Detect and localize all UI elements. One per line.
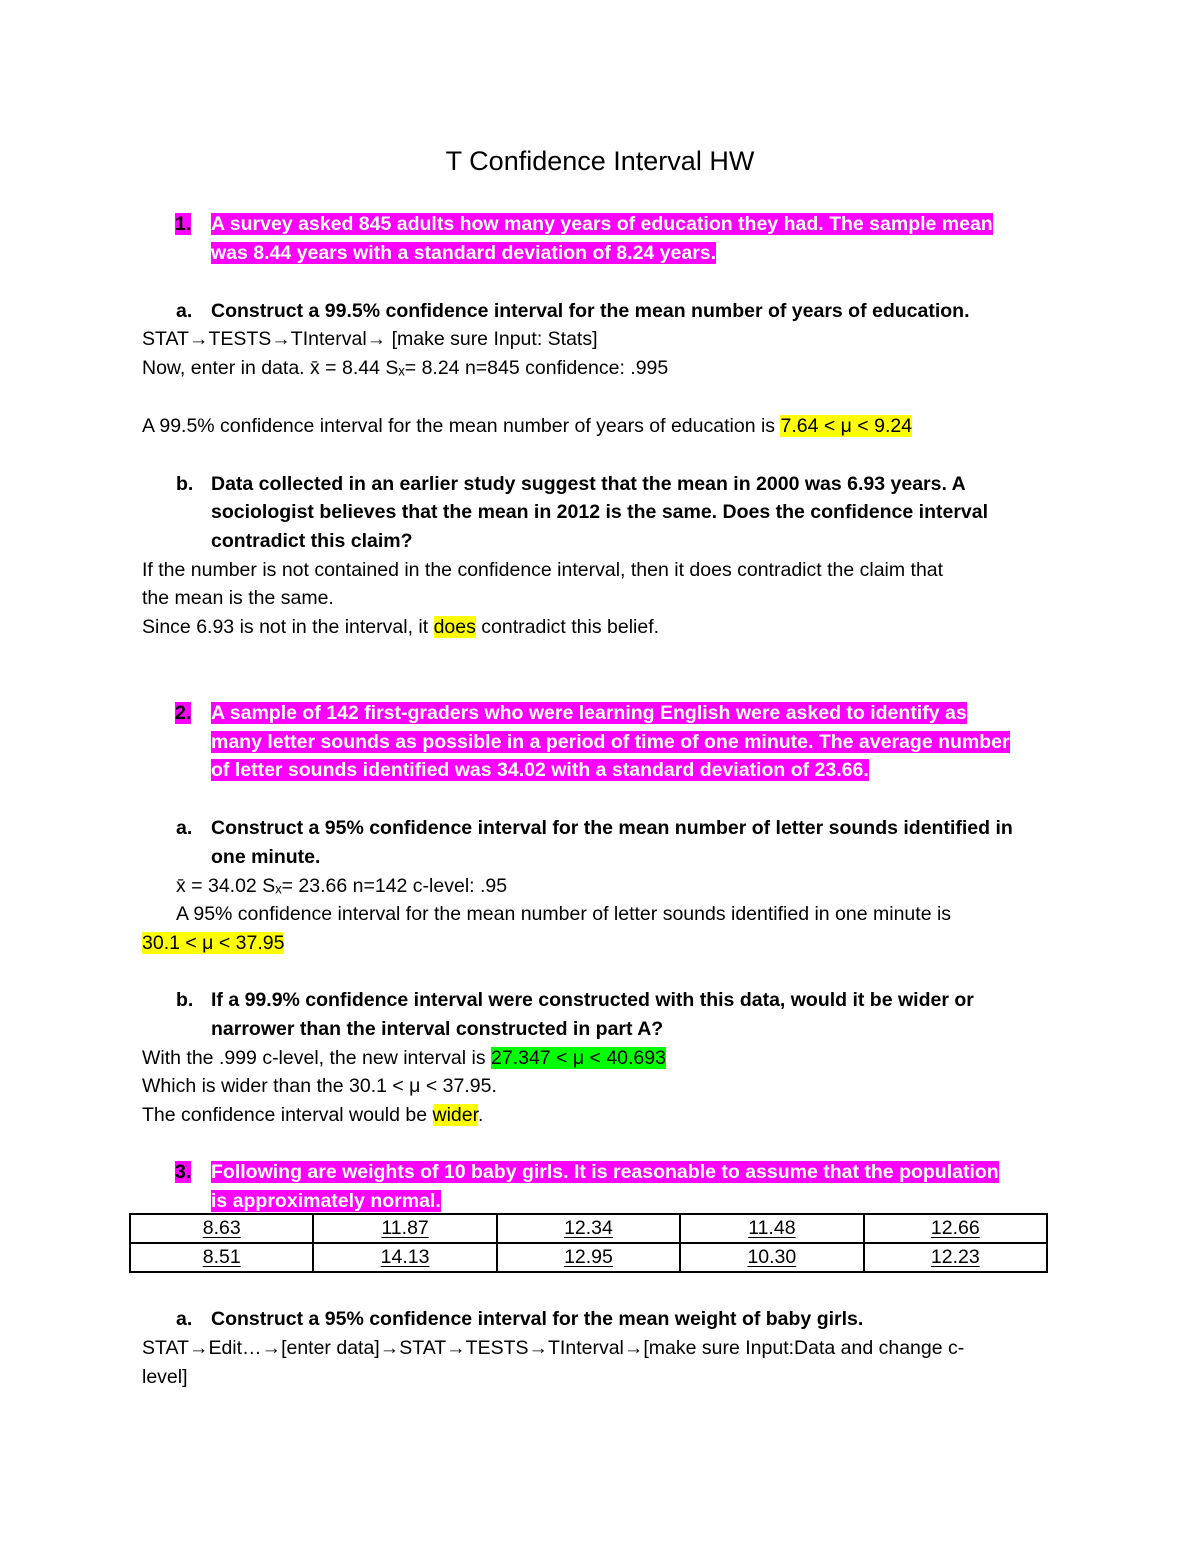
q1a-data: Now, enter in data. x̄ = 8.44 Sₓ= 8.24 n=845 confidence: .995 [142, 357, 669, 379]
q3-number: 3. [175, 1161, 192, 1183]
q1b-text-line3: contradict this claim? [211, 530, 413, 552]
q2b-label: b. [176, 989, 194, 1011]
q2-number: 2. [175, 702, 192, 724]
q2b-wider-highlight: wider [432, 1104, 479, 1126]
table-cell: 11.87 [313, 1214, 496, 1243]
table-cell: 12.23 [864, 1243, 1047, 1272]
q2a-text-line1: Construct a 95% confidence interval for the mean number of letter sounds identified in [211, 817, 1013, 839]
q2b-answer-line3: The confidence interval would be wider. [142, 1104, 484, 1126]
table-cell: 8.63 [130, 1214, 313, 1243]
table-row [130, 1243, 1047, 1272]
q2b-answer-line1: With the .999 c-level, the new interval is 27.347 < μ < 40.693 [142, 1047, 666, 1069]
weights-table [129, 1213, 1048, 1273]
q3-prompt-line1: Following are weights of 10 baby girls. It is reasonable to assume that the population [211, 1161, 999, 1183]
q2a-data: x̄ = 34.02 Sₓ= 23.66 n=142 c-level: .95 [176, 875, 508, 897]
q2a-text-line2: one minute. [211, 846, 321, 868]
q3a-steps-line1: STAT→Edit…→[enter data]→STAT→TESTS→TInterval→[make sure Input:Data and change c- [142, 1337, 965, 1359]
q1a-label: a. [176, 300, 193, 322]
q1a-answer-highlight: 7.64 < μ < 9.24 [780, 415, 913, 437]
table-cell: 12.34 [497, 1214, 680, 1243]
table-cell: 12.95 [497, 1243, 680, 1272]
table-cell: 8.51 [130, 1243, 313, 1272]
q1a-text: Construct a 99.5% confidence interval for the mean number of years of education. [211, 300, 970, 322]
q2b-answer-highlight: 27.347 < μ < 40.693 [491, 1047, 666, 1069]
q1b-text-line2: sociologist believes that the mean in 2012 is the same. Does the confidence interval [211, 501, 989, 523]
q3a-steps-line2: level] [142, 1366, 188, 1388]
q1b-answer-highlight: does [433, 616, 476, 638]
q1b-expl-line2: the mean is the same. [142, 587, 334, 609]
table-cell: 11.48 [680, 1214, 863, 1243]
q2b-answer-line2: Which is wider than the 30.1 < μ < 37.95. [142, 1075, 497, 1097]
q1-prompt-line2: was 8.44 years with a standard deviation of 8.24 years. [211, 242, 717, 264]
q1b-text-line1: Data collected in an earlier study suggest that the mean in 2000 was 6.93 years. A [211, 473, 966, 495]
q1a-steps: STAT→TESTS→TInterval→ [make sure Input: Stats] [142, 328, 598, 350]
q2-prompt-line3: of letter sounds identified was 34.02 with a standard deviation of 23.66. [211, 759, 869, 781]
q2b-text-line1: If a 99.9% confidence interval were constructed with this data, would it be wider or [211, 989, 974, 1011]
q3a-label: a. [176, 1308, 193, 1330]
q1b-label: b. [176, 473, 194, 495]
table-cell: 10.30 [680, 1243, 863, 1272]
table-cell: 14.13 [313, 1243, 496, 1272]
q3a-text: Construct a 95% confidence interval for the mean weight of baby girls. [211, 1308, 864, 1330]
q1a-answer: A 99.5% confidence interval for the mean number of years of education is 7.64 < μ < 9.24 [142, 415, 913, 437]
table-row [130, 1214, 1047, 1243]
q2-prompt-line2: many letter sounds as possible in a period of time of one minute. The average number [211, 731, 1010, 753]
q2a-answer: 30.1 < μ < 37.95 [142, 932, 285, 954]
page-title: T Confidence Interval HW [445, 146, 755, 176]
table-cell: 12.66 [864, 1214, 1047, 1243]
q1b-expl-line1: If the number is not contained in the confidence interval, then it does contradict the claim that [142, 559, 944, 581]
q1b-answer: Since 6.93 is not in the interval, it does contradict this belief. [142, 616, 660, 638]
q2b-text-line2: narrower than the interval constructed in part A? [211, 1018, 664, 1040]
q3-prompt-line2: is approximately normal. [211, 1190, 441, 1212]
q2a-answer-prefix: A 95% confidence interval for the mean number of letter sounds identified in one minute is [176, 903, 952, 925]
q1-number: 1. [175, 213, 192, 235]
q2-prompt-line1: A sample of 142 first-graders who were learning English were asked to identify as [211, 702, 967, 724]
q2a-label: a. [176, 817, 193, 839]
q1-prompt-line1: A survey asked 845 adults how many years of education they had. The sample mean [211, 213, 993, 235]
